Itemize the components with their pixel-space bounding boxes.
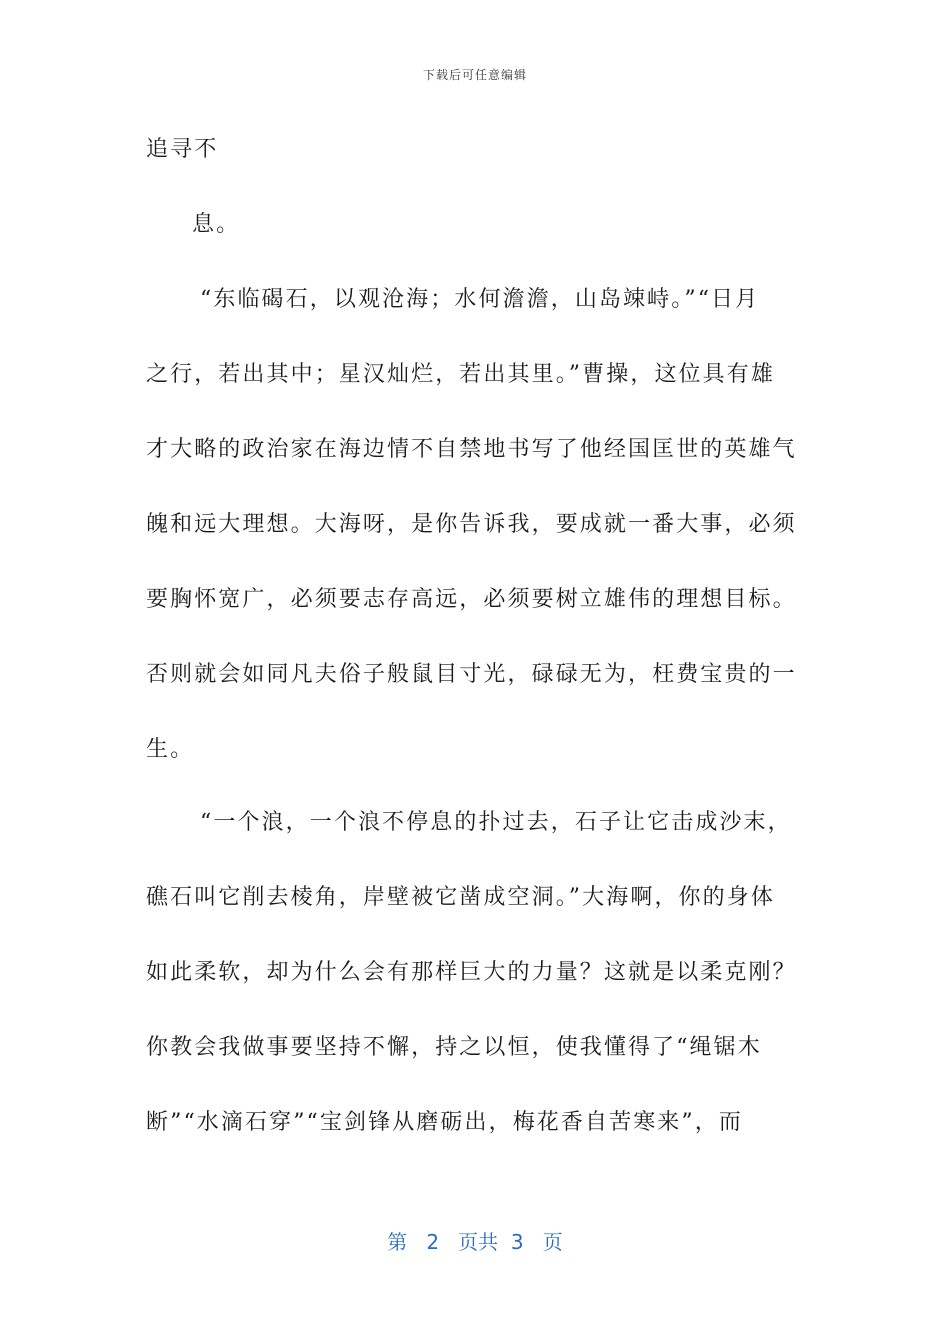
page-label-mid: 页共 (458, 1230, 499, 1254)
page-label-suffix: 页 (542, 1230, 563, 1254)
text-line: 生。 (146, 737, 195, 762)
text-line: 才大略的政治家在海边情不自禁地书写了他经国匡世的英雄气 (146, 437, 797, 462)
text-line: 之行，若出其中；星汉灿烂，若出其里。”曹操，这位具有雄 (146, 362, 775, 387)
text-line: 如此柔软，却为什么会有那样巨大的力量？这就是以柔克刚？ (146, 960, 797, 985)
text-line: 追寻不 (146, 137, 219, 162)
text-line: “一个浪，一个浪不停息的扑过去，石子让它击成沙末， (200, 810, 792, 835)
page-total: 3 (510, 1230, 524, 1254)
text-line: 否则就会如同凡夫俗子般鼠目寸光，碌碌无为，枉费宝贵的一 (146, 662, 797, 687)
text-line: 魄和远大理想。大海呀，是你告诉我，要成就一番大事，必须 (146, 512, 797, 537)
page-header: 下载后可任意编辑 (422, 68, 527, 82)
page-label-prefix: 第 (387, 1230, 408, 1254)
text-line: 断”“水滴石穿”“宝剑锋从磨砺出，梅花香自苦寒来”，而 (146, 1110, 743, 1135)
text-line: 要胸怀宽广，必须要志存高远，必须要树立雄伟的理想目标。 (146, 587, 797, 612)
page-current: 2 (426, 1230, 440, 1254)
page-footer (0, 1226, 950, 1255)
text-line: 你教会我做事要坚持不懈，持之以恒，使我懂得了“绳锯木 (146, 1035, 762, 1060)
text-line: “东临碣石，以观沧海；水何澹澹，山岛竦峙。”“日月 (200, 287, 760, 312)
text-line: 礁石叫它削去棱角，岸壁被它凿成空洞。”大海啊，你的身体 (146, 885, 775, 910)
text-line: 息。 (192, 212, 241, 237)
